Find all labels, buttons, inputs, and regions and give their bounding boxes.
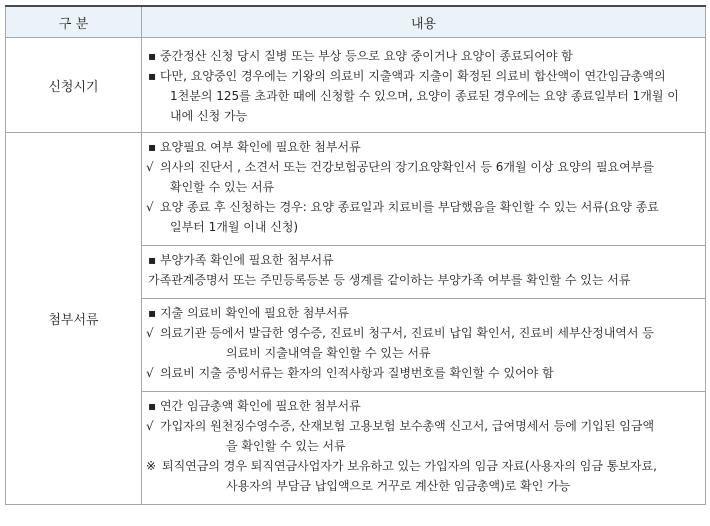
docs-section-3 xyxy=(142,299,706,392)
docs-section-4 xyxy=(142,392,706,505)
s3-item-2a: 의료비 지출 증빙서류는 환자의 인적사항과 질병번호를 확인할 수 있어야 함 xyxy=(160,366,554,380)
check-icon: √ xyxy=(146,160,154,174)
s2-heading: ▪ 부양가족 확인에 필요한 첨부서류 xyxy=(148,253,334,267)
timing-line-4: 내에 신청 가능 xyxy=(170,109,248,123)
s1-item-2a: 요양 종료 후 신청하는 경우: 요양 종료일과 치료비를 부담했음을 확인할 수 있는 서류(요양 종료 xyxy=(160,200,659,214)
row-timing xyxy=(6,38,706,133)
s1-heading: ▪ 요양필요 여부 확인에 필요한 첨부서류 xyxy=(148,140,361,154)
check-icon: √ xyxy=(146,366,154,380)
timing-line-2: ▪ 다만, 요양중인 경우에는 기왕의 의료비 지출액과 지출이 확정된 의료비 합산액이 연간임금총액의 xyxy=(148,69,666,83)
s1-item-1b: 확인할 수 있는 서류 xyxy=(170,180,275,194)
s4-item-1b: 을 확인할 수 있는 서류 xyxy=(226,439,346,453)
header-row xyxy=(6,6,706,38)
s3-item-1a: 의료기관 등에서 발급한 영수증, 진료비 청구서, 진료비 납입 확인서, 진료비 세부산정내역서 등 xyxy=(160,326,654,340)
header-category: 구 분 xyxy=(6,6,142,38)
check-icon: √ xyxy=(146,200,154,214)
docs-section-1 xyxy=(142,133,706,246)
s4-heading: ▪ 연간 임금총액 확인에 필요한 첨부서류 xyxy=(148,399,361,413)
timing-line-1: ▪ 중간정산 신청 당시 질병 또는 부상 등으로 요양 중이거나 요양이 종료되어야 함 xyxy=(148,49,573,63)
s1-item-2b: 일부터 1개월 이내 신청) xyxy=(170,220,299,234)
s4-note-1b: 사용자의 부담금 납입액으로 거꾸로 계산한 임금총액)로 확인 가능 xyxy=(226,479,571,493)
label-timing: 신청시기 xyxy=(6,38,142,133)
s3-heading: ▪ 지출 의료비 확인에 필요한 첨부서류 xyxy=(148,306,350,320)
docs-section-2 xyxy=(142,246,706,299)
check-icon: √ xyxy=(146,326,154,340)
row-docs-1 xyxy=(6,133,706,246)
check-icon: √ xyxy=(146,419,154,433)
s3-item-1b: 의료비 지출내역을 확인할 수 있는 서류 xyxy=(226,346,431,360)
label-docs: 첨부서류 xyxy=(6,133,142,505)
header-content: 내용 xyxy=(142,6,706,38)
note-icon: ※ xyxy=(146,459,157,473)
s2-body: 가족관계증명서 또는 주민등록등본 등 생계를 같이하는 부양가족 여부를 확인할 수 있는 서류 xyxy=(148,273,631,287)
s4-note-1a: 퇴직연금의 경우 퇴직연금사업자가 보유하고 있는 가입자의 임금 자료(사용자의 임금 통보자료, xyxy=(162,459,657,473)
timing-line-3: 1천분의 125를 초과한 때에 신청할 수 있으며, 요양이 종료된 경우에는 요양 종료일부터 1개월 이 xyxy=(170,89,679,103)
s4-item-1a: 가입자의 원천징수영수증, 산재보험 고용보험 보수총액 신고서, 급여명세서 등에 기입된 임금액 xyxy=(160,419,655,433)
s1-item-1a: 의사의 진단서 , 소견서 또는 건강보험공단의 장기요양확인서 등 6개월 이상 요양의 필요여부를 xyxy=(160,160,654,174)
timing-content xyxy=(142,38,706,133)
info-table xyxy=(5,5,706,505)
